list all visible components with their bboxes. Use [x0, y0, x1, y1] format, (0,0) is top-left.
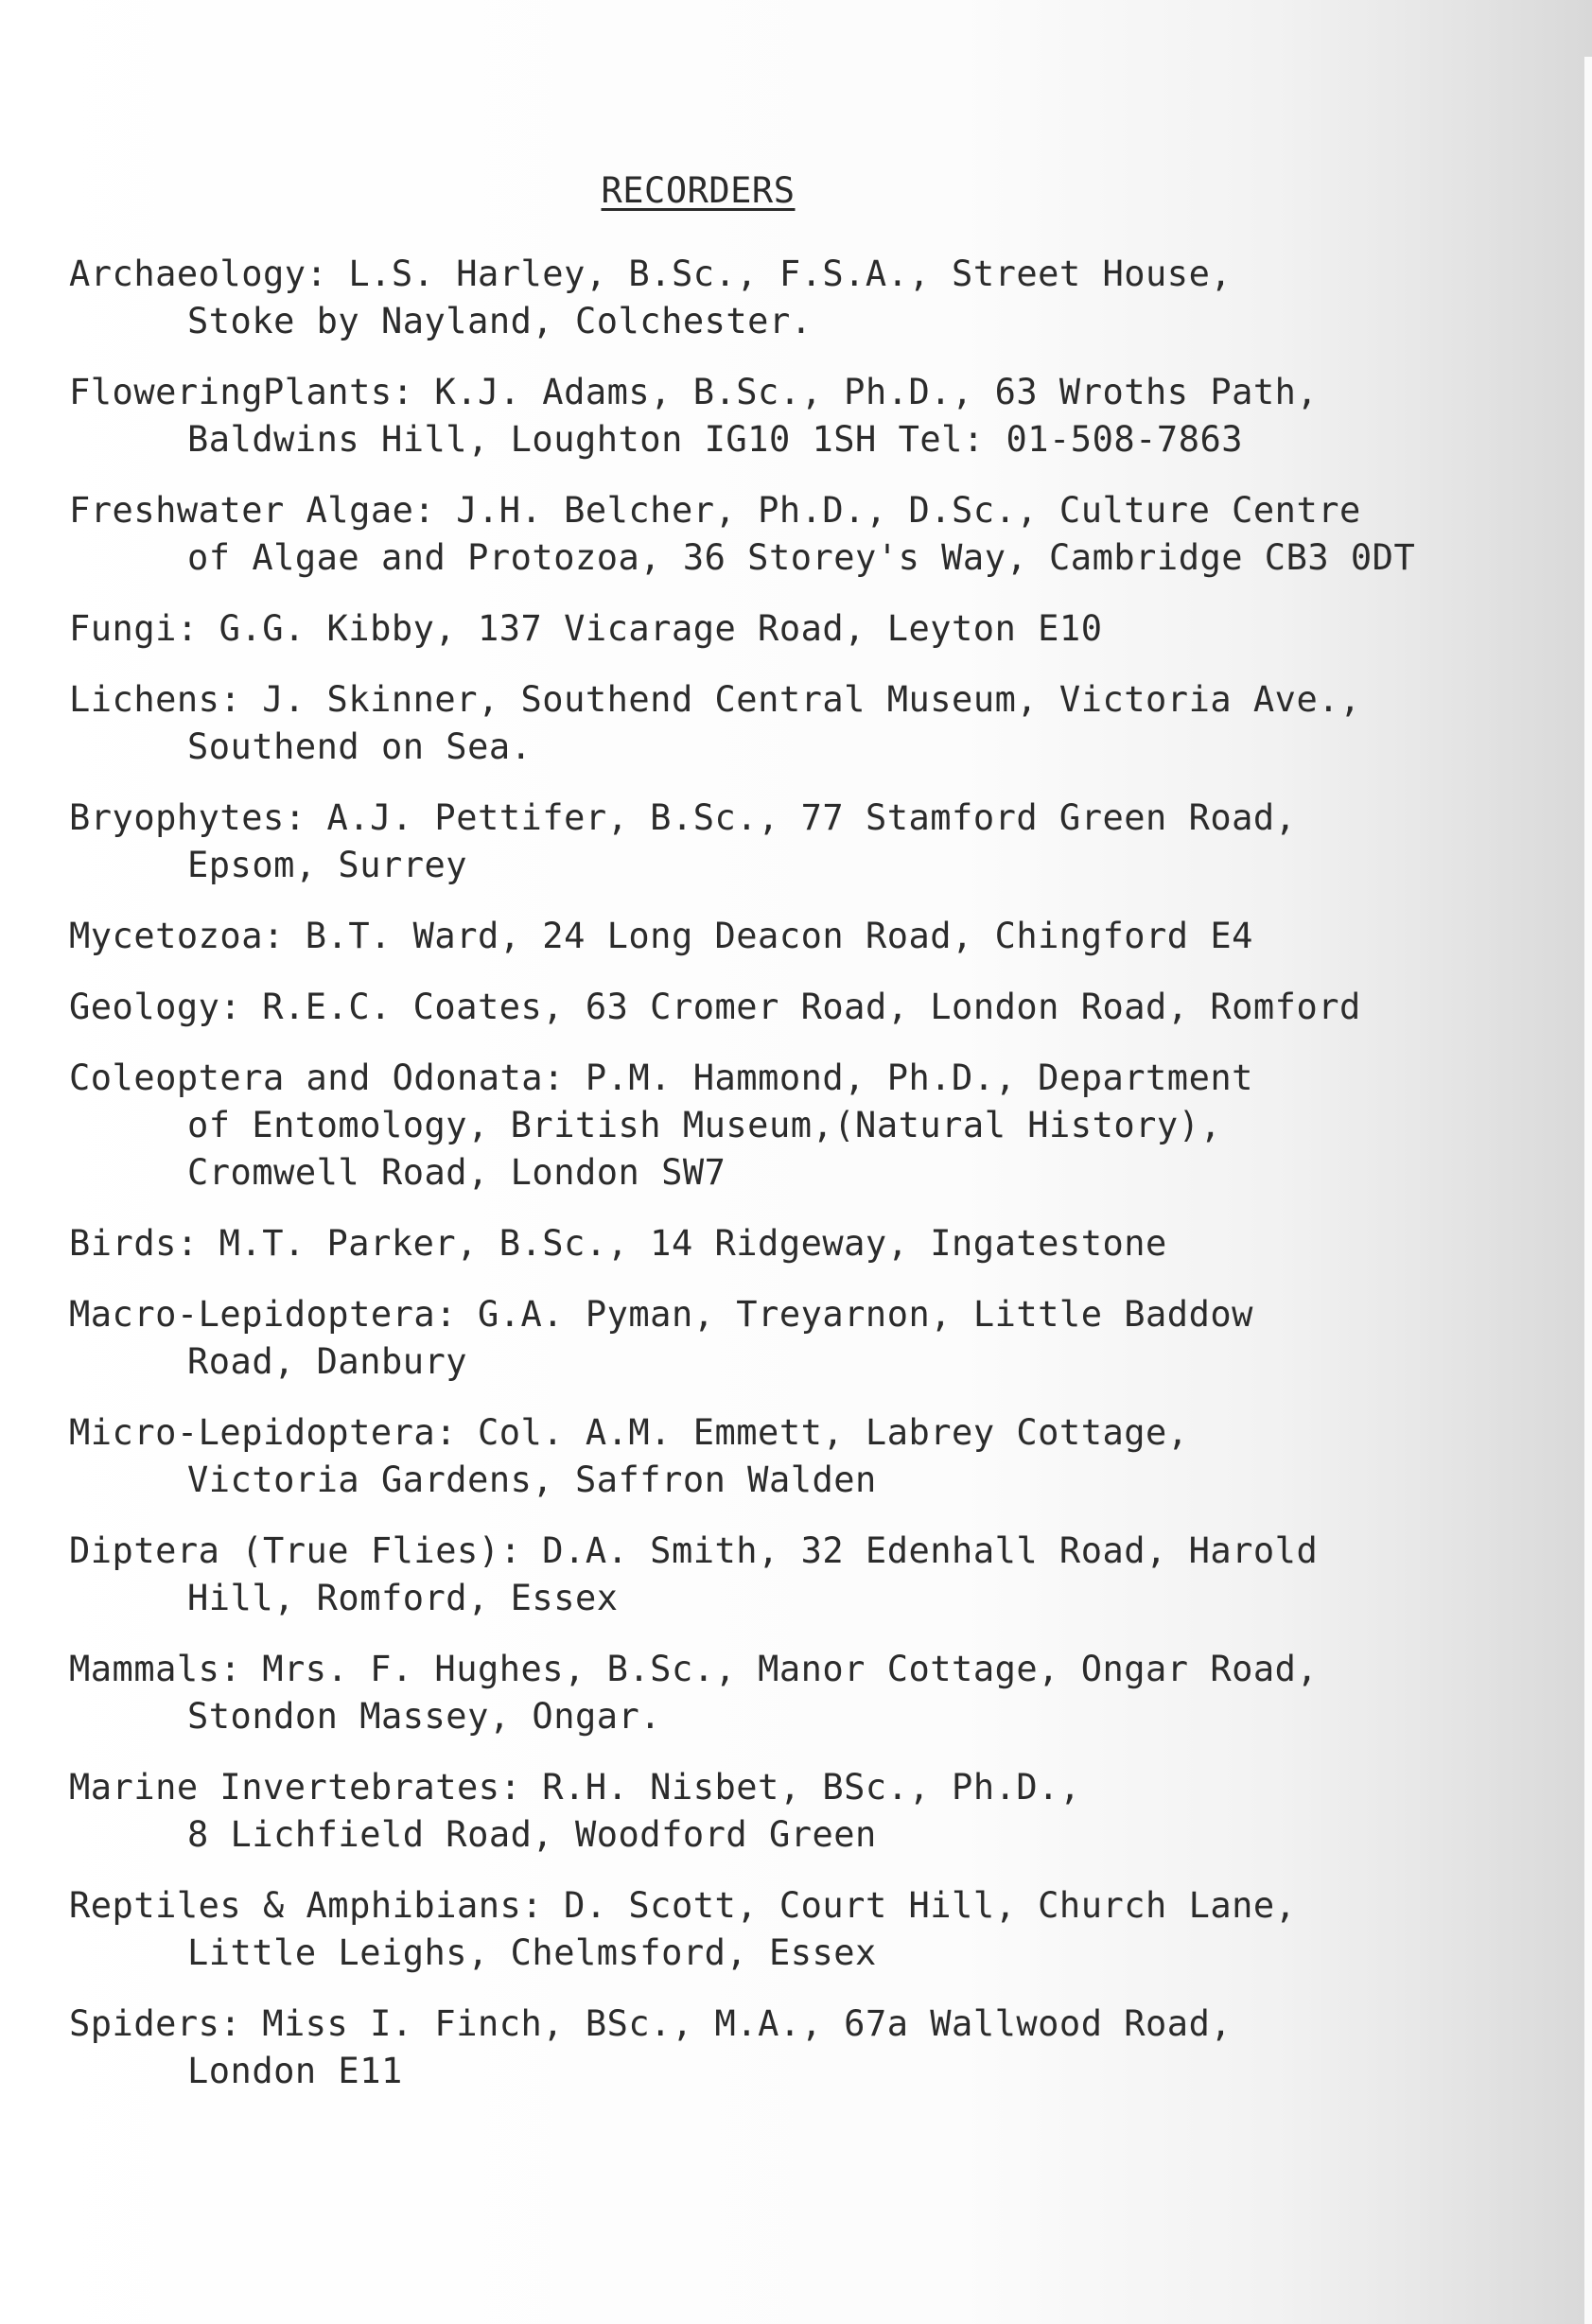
- recorder-details: K.J. Adams, B.Sc., Ph.D., 63 Wroths Path,: [434, 372, 1319, 412]
- category-label: Spiders:: [69, 2003, 242, 2044]
- recorder-entry-micro-lepidoptera: [69, 1409, 1545, 1504]
- page-title: RECORDERS: [601, 170, 796, 211]
- recorder-details: G.G. Kibby, 137 Vicarage Road, Leyton E10: [219, 608, 1103, 649]
- category-label: Micro-Lepidoptera:: [69, 1412, 457, 1453]
- recorder-entry-bryophytes: [69, 795, 1545, 889]
- recorder-entry-archaeology: [69, 251, 1545, 345]
- category-label: Birds:: [69, 1223, 199, 1264]
- category-label: Freshwater Algae:: [69, 490, 436, 531]
- recorder-details: Col. A.M. Emmett, Labrey Cottage,: [477, 1412, 1189, 1453]
- recorder-entry-mycetozoa: [69, 913, 1545, 960]
- recorder-details-continued: London E11: [187, 2051, 403, 2091]
- recorder-entry-fungi: [69, 605, 1545, 653]
- recorder-entry-macro-lepidoptera: [69, 1291, 1545, 1386]
- recorder-entry-mammals: [69, 1646, 1545, 1740]
- recorder-details-continued: Epsom, Surrey: [187, 845, 468, 885]
- recorder-entry-geology: [69, 984, 1545, 1031]
- recorder-details: Miss I. Finch, BSc., M.A., 67a Wallwood Road,: [262, 2003, 1233, 2044]
- recorder-details: B.T. Ward, 24 Long Deacon Road, Chingford E4: [305, 916, 1253, 956]
- recorder-details-continued: Road, Danbury: [187, 1341, 468, 1382]
- recorder-entry-spiders: [69, 2001, 1545, 2095]
- recorder-details: J.H. Belcher, Ph.D., D.Sc., Culture Centre: [456, 490, 1361, 531]
- category-label: Lichens:: [69, 679, 242, 720]
- category-label: Coleoptera and Odonata:: [69, 1057, 565, 1098]
- category-label: Fungi:: [69, 608, 199, 649]
- recorder-entry-reptiles-amphibians: [69, 1882, 1545, 1977]
- page-edge: [1584, 57, 1592, 2324]
- category-label: Geology:: [69, 987, 242, 1027]
- recorder-details: G.A. Pyman, Treyarnon, Little Baddow: [477, 1294, 1253, 1335]
- recorder-details: R.E.C. Coates, 63 Cromer Road, London Road, Romford: [262, 987, 1361, 1027]
- recorder-details: L.S. Harley, B.Sc., F.S.A., Street House,: [348, 253, 1233, 294]
- recorder-entry-birds: [69, 1220, 1545, 1267]
- recorder-details-continued: of Entomology, British Museum,(Natural History),: [187, 1105, 1222, 1145]
- recorder-details: Mrs. F. Hughes, B.Sc., Manor Cottage, Ongar Road,: [262, 1649, 1319, 1689]
- recorder-entry-freshwater-algae: [69, 487, 1545, 582]
- category-label: FloweringPlants:: [69, 372, 414, 412]
- recorder-details: R.H. Nisbet, BSc., Ph.D.,: [542, 1767, 1081, 1808]
- category-label: Mycetozoa:: [69, 916, 285, 956]
- recorder-details-continued: Hill, Romford, Essex: [187, 1578, 619, 1618]
- recorder-details-continued: Stoke by Nayland, Colchester.: [187, 301, 813, 341]
- recorder-details: M.T. Parker, B.Sc., 14 Ridgeway, Ingatestone: [219, 1223, 1167, 1264]
- recorder-details: J. Skinner, Southend Central Museum, Victoria Ave.,: [262, 679, 1361, 720]
- recorder-entry-coleoptera-odonata: [69, 1055, 1545, 1197]
- recorders-list: [69, 170, 1545, 2119]
- category-label: Diptera (True Flies):: [69, 1530, 522, 1571]
- recorder-details: P.M. Hammond, Ph.D., Department: [585, 1057, 1253, 1098]
- category-label: Archaeology:: [69, 253, 328, 294]
- category-label: Reptiles & Amphibians:: [69, 1885, 544, 1926]
- recorder-details-continued: Little Leighs, Chelmsford, Essex: [187, 1932, 877, 1973]
- recorder-details: D.A. Smith, 32 Edenhall Road, Harold: [542, 1530, 1319, 1571]
- recorder-details-continued: Baldwins Hill, Loughton IG10 1SH Tel: 01-508-7863: [187, 419, 1244, 460]
- recorder-details: A.J. Pettifer, B.Sc., 77 Stamford Green Road,: [326, 797, 1297, 838]
- category-label: Bryophytes:: [69, 797, 306, 838]
- recorder-details-continued: Southend on Sea.: [187, 726, 533, 767]
- category-label: Mammals:: [69, 1649, 242, 1689]
- category-label: Marine Invertebrates:: [69, 1767, 522, 1808]
- recorder-entry-marine-invertebrates: [69, 1764, 1545, 1859]
- category-label: Macro-Lepidoptera:: [69, 1294, 457, 1335]
- recorder-details: D. Scott, Court Hill, Church Lane,: [564, 1885, 1297, 1926]
- recorder-details-continued: 8 Lichfield Road, Woodford Green: [187, 1814, 877, 1855]
- recorder-details-continued: of Algae and Protozoa, 36 Storey's Way, Cambridge CB3 0DT: [187, 537, 1416, 578]
- recorder-details-continued: Victoria Gardens, Saffron Walden: [187, 1459, 877, 1500]
- recorder-entry-diptera: [69, 1528, 1545, 1622]
- recorder-entry-lichens: [69, 676, 1545, 771]
- recorder-entry-flowering-plants: [69, 369, 1545, 463]
- recorder-details-continued: Cromwell Road, London SW7: [187, 1152, 726, 1193]
- recorder-details-continued: Stondon Massey, Ongar.: [187, 1696, 662, 1737]
